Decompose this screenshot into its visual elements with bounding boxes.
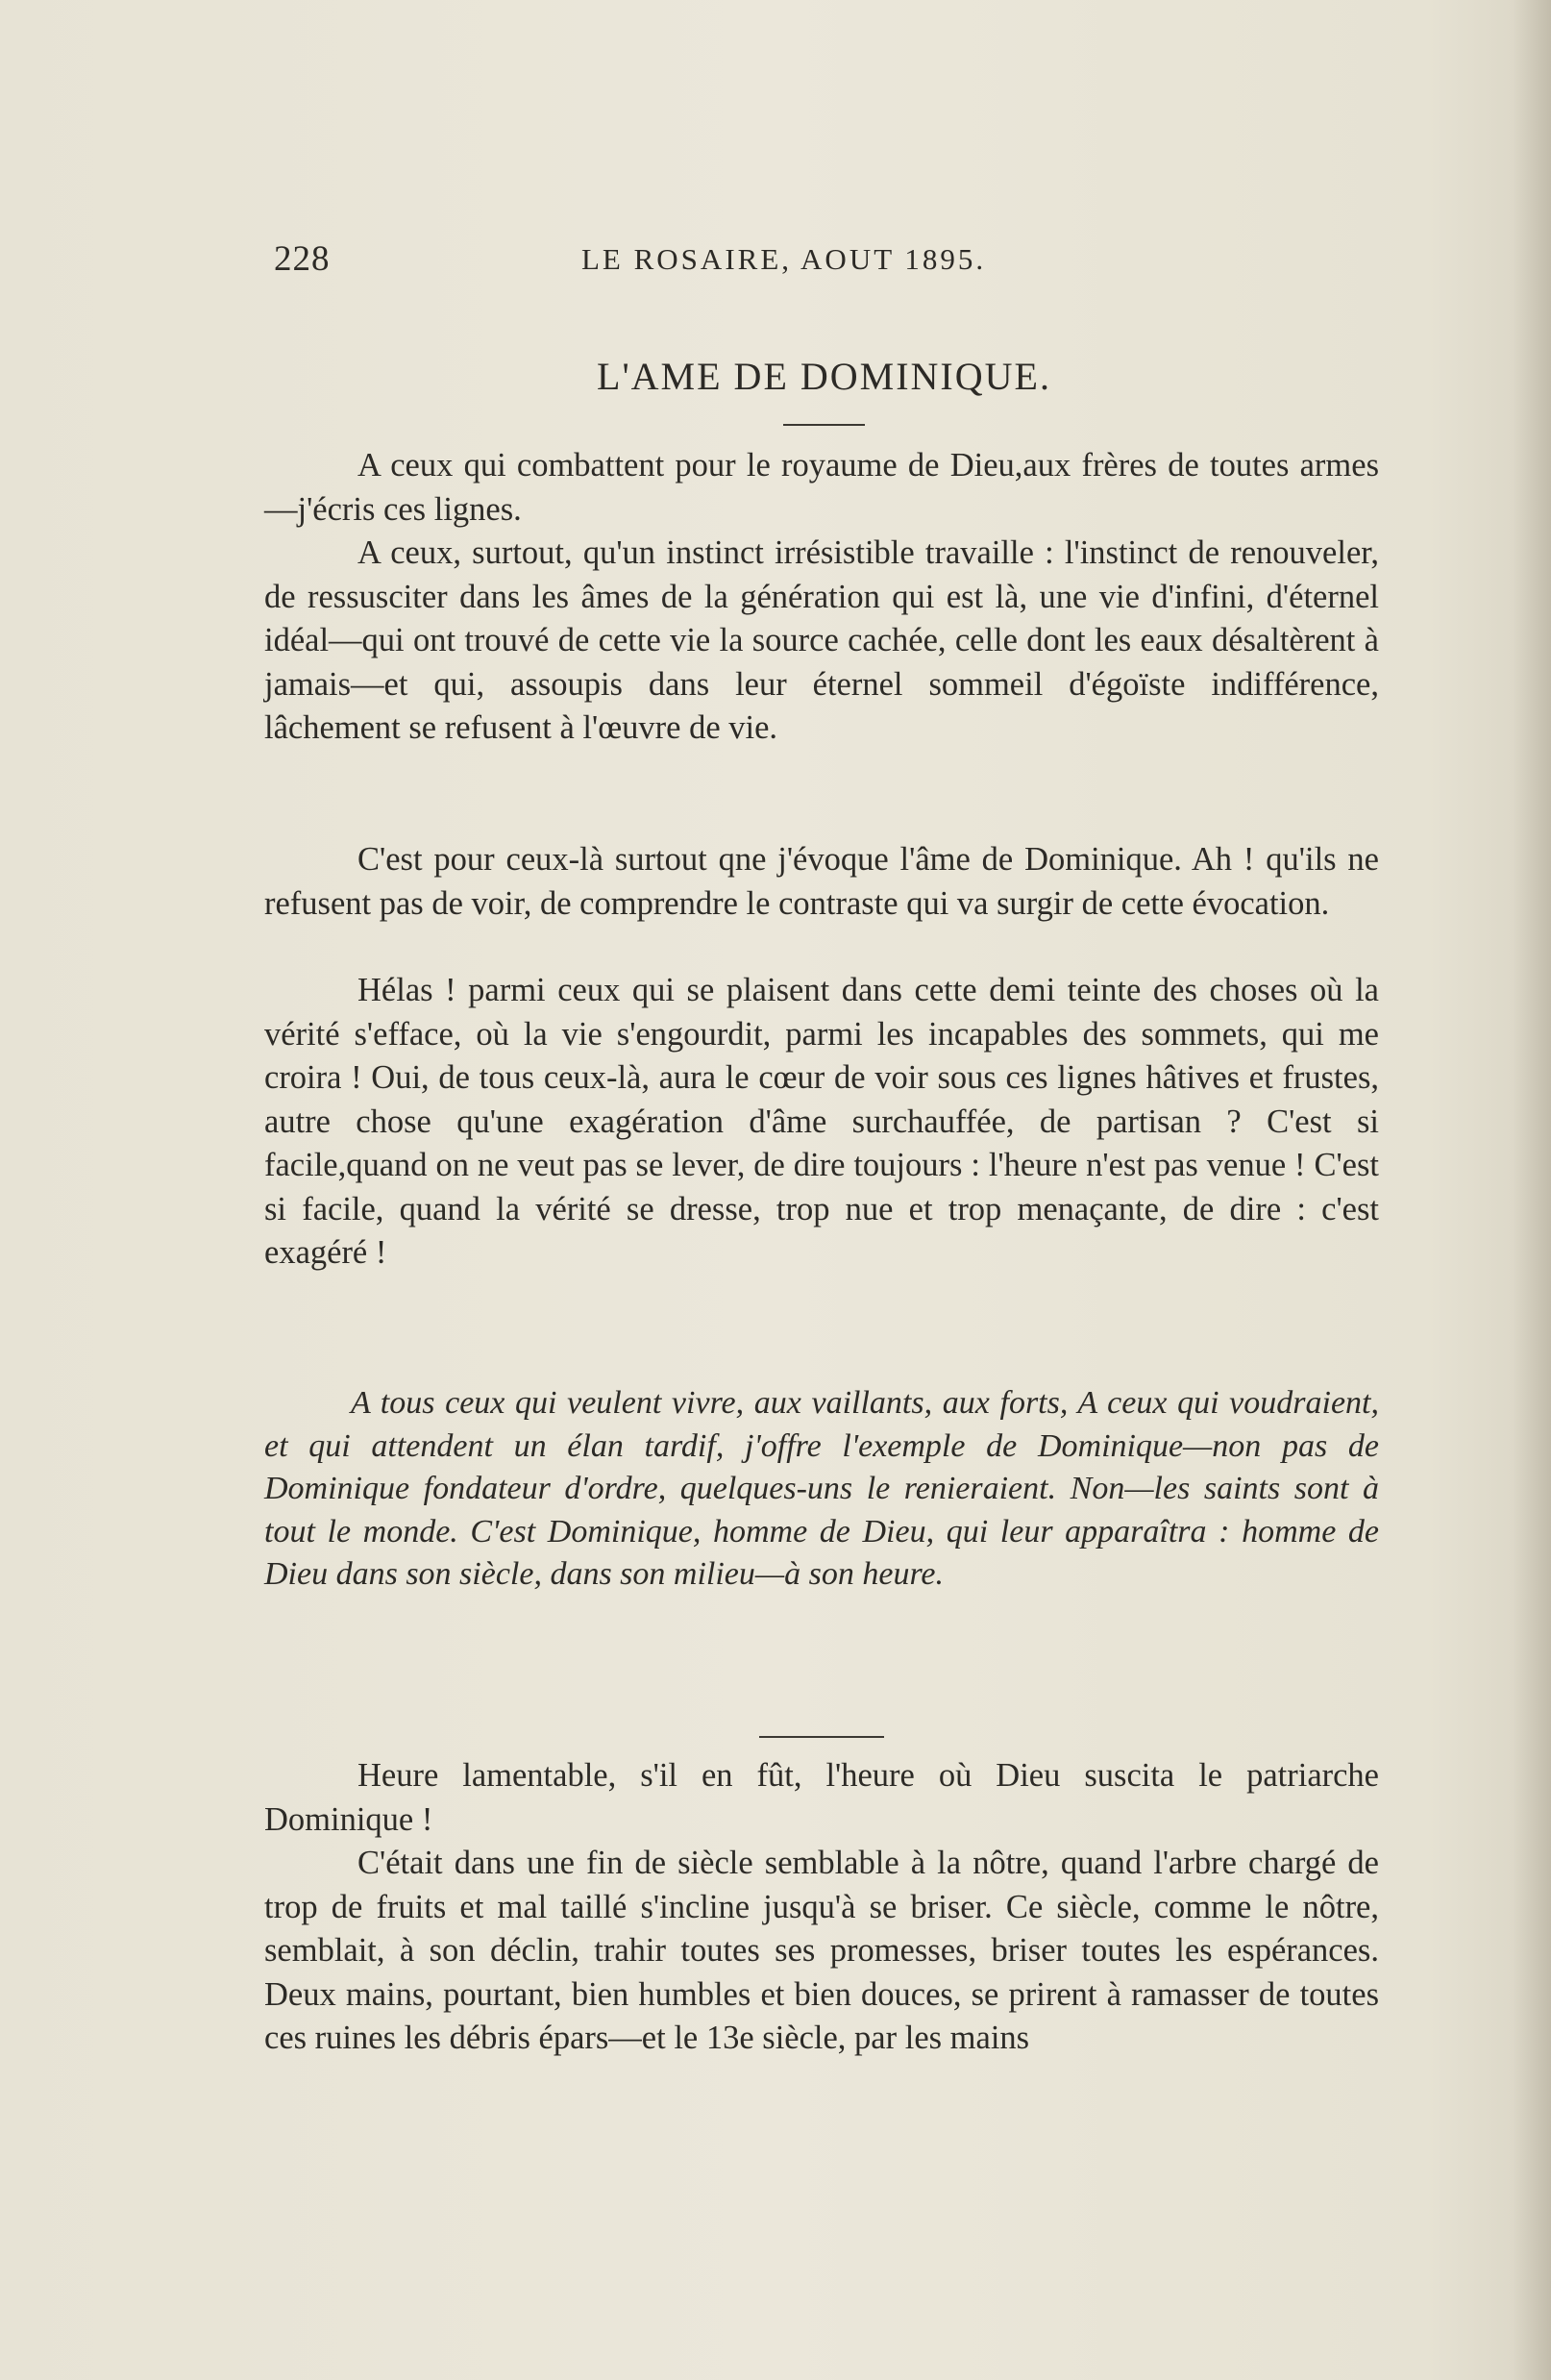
paragraph: A ceux, surtout, qu'un instinct irrésistible travaille : l'instinct de renouveler, de ressusciter dans les âmes de la génération qui est là, une vie d'infini, d'éternel idéal—qui ont trouvé de cette vie la source cachée, celle dont les eaux désaltèrent à jamais—et qui, assoupis dans leur éternel sommeil d'égoïste indifférence, lâchement se refusent à l'œuvre de vie. [264, 534, 1379, 746]
paragraph: C'était dans une fin de siècle semblable à la nôtre, quand l'arbre chargé de trop de fruits et mal taillé s'incline jusqu'à se briser. Ce siècle, comme le nôtre, semblait, à son déclin, trahir toutes ses promesses, briser toutes les espérances. Deux mains, pourtant, bien humbles et bien douces, se prirent à ramasser de toutes ces ruines les débris épars—et le 13e siècle, par les mains [264, 1845, 1379, 2056]
paragraph: Hélas ! parmi ceux qui se plaisent dans cette demi teinte des choses où la vérité s'efface, où la vie s'engourdit, parmi les incapables des sommets, qui me croira ! Oui, de tous ceux-là, aura le cœur de voir sous ces lignes hâtives et frustes, autre chose qu'une exagération d'âme surchauffée, de partisan ? C'est si facile,quand on ne veut pas se lever, de dire toujours : l'heure n'est pas venue ! C'est si facile, quand la vérité se dresse, trop nue et trop menaçante, de dire : c'est exagéré ! [264, 972, 1379, 1271]
running-title: LE ROSAIRE, AOUT 1895. [581, 242, 987, 276]
chapter-title: L'AME DE DOMINIQUE. [597, 355, 1051, 398]
section-rule [759, 1736, 884, 1738]
italic-quote: A tous ceux qui veulent vivre, aux vaillants, aux forts, A ceux qui voudraient, et qui attendent un élan tardif, j'offre l'exemple de Dominique—non pas de Dominique fondateur d'ordre, quelques-uns le renieraient. Non—les saints sont à tout le monde. C'est Dominique, homme de Dieu, qui leur apparaîtra : homme de Dieu dans son siècle, dans son milieu—à son heure. [264, 1385, 1379, 1592]
paragraph: C'est pour ceux-là surtout qne j'évoque l'âme de Dominique. Ah ! qu'ils ne refusent pas de voir, de comprendre le contraste qui va surgir de cette évocation. [264, 841, 1379, 922]
title-rule [783, 424, 865, 426]
paragraph: A ceux qui combattent pour le royaume de Dieu,aux frères de toutes armes—j'écris ces lignes. [264, 447, 1379, 528]
page-edge-shadow [1513, 0, 1551, 2380]
page-number: 228 [274, 239, 331, 279]
running-head [274, 238, 1374, 286]
paragraph: Heure lamentable, s'il en fût, l'heure où Dieu suscita le patriarche Dominique ! [264, 1757, 1379, 1838]
